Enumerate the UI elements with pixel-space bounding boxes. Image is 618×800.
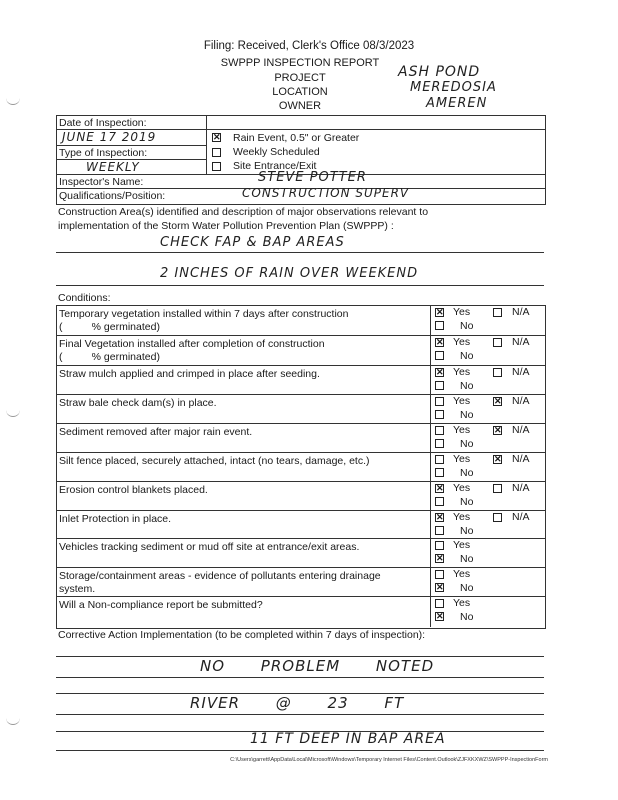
no-label: No (460, 438, 474, 450)
condition-text: Storage/containment areas - evidence of pollutants entering drainage (59, 570, 381, 582)
corrective-line-3: 11 FT DEEP IN BAP AREA (250, 731, 446, 747)
punch-mark (6, 96, 20, 105)
no-label: No (460, 611, 474, 623)
yes-checkbox[interactable] (435, 541, 444, 550)
yes-label: Yes (453, 597, 471, 609)
qualifications-value: CONSTRUCTION SUPERV (242, 186, 410, 200)
site-entrance-checkbox[interactable] (212, 162, 221, 171)
no-checkbox[interactable] (435, 410, 444, 419)
na-label: N/A (512, 511, 530, 523)
inspector-label: Inspector's Name: (59, 176, 144, 188)
no-label: No (460, 582, 474, 594)
na-label: N/A (512, 482, 530, 494)
condition-text: Final Vegetation installed after completion of construction (59, 338, 325, 350)
condition-text: Silt fence placed, securely attached, intact (no tears, damage, etc.) (59, 455, 370, 467)
filing-line: Filing: Received, Clerk's Office 08/3/2023 (203, 40, 415, 52)
no-checkbox[interactable] (435, 439, 444, 448)
yes-checkbox[interactable] (435, 513, 444, 522)
no-checkbox[interactable] (435, 321, 444, 330)
yes-checkbox[interactable] (435, 484, 444, 493)
na-checkbox[interactable] (493, 426, 502, 435)
corrective-action-label: Corrective Action Implementation (to be completed within 7 days of inspection): (58, 629, 426, 641)
condition-subtext: ( % germinated) (59, 351, 160, 363)
na-checkbox[interactable] (493, 455, 502, 464)
yes-label: Yes (453, 306, 471, 318)
na-label: N/A (512, 424, 530, 436)
handwritten-location: MEREDOSIA (410, 80, 497, 95)
observation-line-2: 2 INCHES OF RAIN OVER WEEKEND (160, 266, 419, 281)
date-value: JUNE 17 2019 (62, 130, 157, 144)
report-title: SWPPP INSPECTION REPORT (220, 57, 380, 69)
no-checkbox[interactable] (435, 381, 444, 390)
conditions-label: Conditions: (58, 292, 111, 304)
owner-label: OWNER (278, 100, 322, 112)
yes-checkbox[interactable] (435, 455, 444, 464)
condition-text: Erosion control blankets placed. (59, 484, 208, 496)
no-label: No (460, 525, 474, 537)
handwritten-project: ASH POND (398, 64, 481, 80)
na-label: N/A (512, 366, 530, 378)
qualifications-label: Qualifications/Position: (59, 190, 166, 202)
yes-label: Yes (453, 511, 471, 523)
no-label: No (460, 380, 474, 392)
no-checkbox[interactable] (435, 351, 444, 360)
rain-event-label: Rain Event, 0.5" or Greater (233, 132, 360, 144)
no-label: No (460, 553, 474, 565)
no-checkbox[interactable] (435, 554, 444, 563)
no-checkbox[interactable] (435, 468, 444, 477)
condition-text: Straw bale check dam(s) in place. (59, 397, 217, 409)
no-checkbox[interactable] (435, 526, 444, 535)
corrective-line-1: NO PROBLEM NOTED (200, 657, 435, 675)
no-checkbox[interactable] (435, 497, 444, 506)
no-label: No (460, 350, 474, 362)
condition-text: Inlet Protection in place. (59, 513, 172, 525)
no-checkbox[interactable] (435, 583, 444, 592)
na-checkbox[interactable] (493, 368, 502, 377)
yes-label: Yes (453, 453, 471, 465)
rain-event-checkbox[interactable] (212, 133, 221, 142)
yes-label: Yes (453, 366, 471, 378)
yes-checkbox[interactable] (435, 397, 444, 406)
no-label: No (460, 467, 474, 479)
yes-checkbox[interactable] (435, 368, 444, 377)
no-label: No (460, 409, 474, 421)
yes-checkbox[interactable] (435, 570, 444, 579)
condition-text: Will a Non-compliance report be submitted? (59, 599, 263, 611)
punch-mark (6, 408, 20, 417)
na-checkbox[interactable] (493, 338, 502, 347)
condition-text: Sediment removed after major rain event. (59, 426, 253, 438)
type-label: Type of Inspection: (59, 147, 148, 159)
weekly-scheduled-checkbox[interactable] (212, 148, 221, 157)
weekly-scheduled-label: Weekly Scheduled (233, 146, 320, 158)
na-label: N/A (512, 306, 530, 318)
yes-label: Yes (453, 336, 471, 348)
location-label: LOCATION (272, 86, 328, 98)
observation-line-1: CHECK FAP & BAP AREAS (160, 235, 345, 250)
yes-label: Yes (453, 395, 471, 407)
type-value: WEEKLY (86, 160, 140, 174)
na-checkbox[interactable] (493, 484, 502, 493)
yes-checkbox[interactable] (435, 599, 444, 608)
construction-area-text: Construction Area(s) identified and description of major observations relevant to implementation of the Storm Water Pollution Prevention Plan (SWPPP) : (58, 206, 429, 232)
inspector-value: STEVE POTTER (258, 170, 367, 185)
handwritten-owner: AMEREN (426, 96, 488, 111)
na-checkbox[interactable] (493, 513, 502, 522)
no-checkbox[interactable] (435, 612, 444, 621)
condition-text: Temporary vegetation installed within 7 days after construction (59, 308, 349, 320)
na-label: N/A (512, 336, 530, 348)
punch-mark (6, 716, 20, 725)
date-label: Date of Inspection: (59, 117, 147, 129)
condition-subtext: ( % germinated) (59, 321, 160, 333)
na-checkbox[interactable] (493, 397, 502, 406)
yes-checkbox[interactable] (435, 426, 444, 435)
yes-label: Yes (453, 482, 471, 494)
footer-file-path: C:\Users\garrett\AppData\Local\Microsoft\Windows\Temporary Internet Files\Content.Outlook\ZJFXKXWZ\SWPPP-InspectionForm (230, 757, 548, 763)
no-label: No (460, 496, 474, 508)
condition-text: Vehicles tracking sediment or mud off site at entrance/exit areas. (59, 541, 360, 553)
na-label: N/A (512, 453, 530, 465)
condition-subtext: system. (59, 583, 96, 595)
site-entrance-label: Site Entrance/Exit (233, 160, 317, 172)
condition-text: Straw mulch applied and crimped in place after seeding. (59, 368, 320, 380)
na-label: N/A (512, 395, 530, 407)
corrective-line-2: RIVER @ 23 FT (190, 694, 405, 712)
yes-checkbox[interactable] (435, 338, 444, 347)
yes-checkbox[interactable] (435, 308, 444, 317)
yes-label: Yes (453, 424, 471, 436)
yes-label: Yes (453, 539, 471, 551)
project-label: PROJECT (274, 72, 326, 84)
na-checkbox[interactable] (493, 308, 502, 317)
yes-label: Yes (453, 568, 471, 580)
no-label: No (460, 320, 474, 332)
